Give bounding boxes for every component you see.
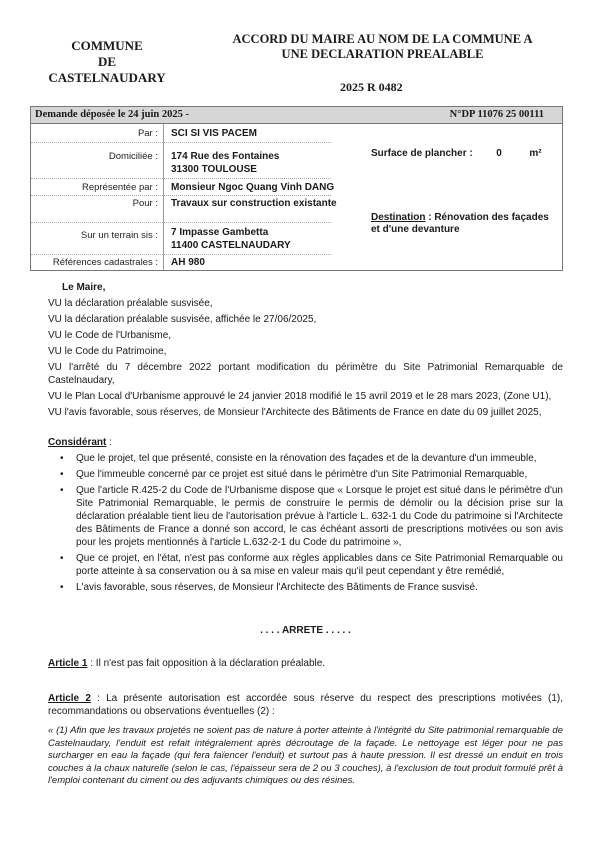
article-2-prescriptions: « (1) Afin que les travaux projetés ne soient pas de nature à porter atteinte à l'intégrité du Site patrimonial remarquable de Castelnaudary, l'enduit est refait intégralement après décroutage de la façade. Le nettoyage est léger pour ne pas surcharger en eau la façade (qui fera faïencer l'enduit) et surtout pas à haute pression. Il est dressé un enduit en trois couches à la chaux naturelle (selon le cas, l'épaisseur sera de 2 ou 3 couches), à l'exclusion de tout produit formulé prêt à l'emploi contenant du ciment ou des adjuvants chimiques ou des résines.	[48, 725, 563, 786]
visa-item: VU la déclaration préalable susvisée,	[48, 298, 213, 309]
bullet-icon: •	[60, 485, 64, 496]
considerant-colon: :	[106, 437, 112, 448]
terrain-label: Sur un terrain sis :	[80, 230, 158, 241]
address-line-2: 31300 TOULOUSE	[171, 164, 257, 175]
column-divider	[163, 124, 164, 270]
bullet-icon: •	[60, 553, 64, 564]
bullet-icon: •	[60, 582, 64, 593]
row-divider	[31, 222, 331, 223]
visa-item: VU le Code du Patrimoine,	[48, 346, 167, 357]
visa-item: VU le Plan Local d'Urbanisme approuvé le 24 janvier 2018 modifié le 15 avril 2019 et le 28 mars 2023, (Zone U1),	[48, 391, 552, 402]
request-date: Demande déposée le 24 juin 2025 -	[35, 109, 189, 120]
considerant-item: • Que ce projet, en l'état, n'est pas conforme aux règles applicables dans ce Site Patrimonial Remarquable ou porte atteinte à sa conservation ou à sa mise en valeur mais qu'il peut cependant y être remédié,	[60, 553, 563, 577]
commune-line: DE	[97, 54, 117, 69]
terrain-line-1: 7 Impasse Gambetta	[171, 227, 269, 238]
considerant-title: Considérant	[48, 437, 107, 448]
request-banner	[30, 106, 563, 124]
surface-value: 0	[496, 148, 502, 159]
title-line: UNE DECLARATION PREALABLE	[281, 47, 484, 61]
par-label: Par :	[137, 128, 158, 139]
destination-value: : Rénovation des façades et d'une devanture	[371, 212, 549, 235]
article-2-title: Article 2	[48, 693, 91, 704]
document-title	[205, 32, 560, 62]
address-line-1: 174 Rue des Fontaines	[171, 151, 280, 162]
representative-label: Représentée par :	[81, 182, 158, 193]
cadastre-label: Références cadastrales :	[52, 257, 158, 268]
surface-info	[371, 148, 542, 159]
considerant-item: • Que l'immeuble concerné par ce projet est situé dans le périmètre d'un Site Patrimonial Remarquable,	[60, 469, 528, 480]
surface-unit: m²	[529, 148, 542, 159]
works-description: Travaux sur construction existante	[171, 198, 337, 209]
surface-label: Surface de plancher :	[371, 148, 473, 159]
bullet-icon: •	[60, 453, 64, 464]
visa-item: VU l'arrêté du 7 décembre 2022 portant modification du périmètre du Site Patrimonial Remarquable de Castelnaudary,	[48, 362, 563, 386]
row-divider	[31, 142, 331, 143]
visa-item: VU le Code de l'Urbanisme,	[48, 330, 172, 341]
reference-number: 2025 R 0482	[340, 80, 403, 94]
representative-name: Monsieur Ngoc Quang Vinh DANG	[171, 182, 335, 193]
commune-line: CASTELNAUDARY	[48, 70, 166, 85]
bullet-icon: •	[60, 469, 64, 480]
commune-line: COMMUNE	[71, 38, 143, 53]
row-divider	[31, 195, 331, 196]
title-line: ACCORD DU MAIRE AU NOM DE LA COMMUNE A	[232, 32, 533, 46]
row-divider	[31, 178, 331, 179]
row-divider	[31, 254, 331, 255]
dossier-number: N°DP 11076 25 00111	[449, 109, 544, 120]
article-1	[48, 657, 563, 670]
destination-label: Destination	[371, 212, 426, 223]
article-1-text: : Il n'est pas fait opposition à la déclaration préalable.	[87, 658, 326, 669]
considerant-item: • L'avis favorable, sous réserves, de Monsieur l'Architecte des Bâtiments de France susvisé.	[60, 582, 478, 593]
pour-label: Pour :	[132, 198, 158, 209]
cadastre-value: AH 980	[171, 257, 205, 268]
visa-item: VU la déclaration préalable susvisée, affichée le 27/06/2025,	[48, 314, 317, 325]
considerant-item: • Que le projet, tel que présenté, consiste en la rénovation des façades et de la devanture d'un immeuble,	[60, 453, 537, 464]
destination-info	[371, 212, 551, 236]
considerant-heading	[48, 436, 563, 449]
terrain-line-2: 11400 CASTELNAUDARY	[171, 240, 291, 251]
considerant-item: • Que l'article R.425-2 du Code de l'Urbanisme dispose que « Lorsque le projet est situé dans le périmètre d'un Site Patrimonial Remarquable, le permis de construire le permis de démolir ou la décision prise sur la déclaration préalable tient lieu de l'autorisation prévue à l'article L. 632-1 du Code du patrimoine si l'Architecte des Bâtiments de France a donné son accord, le cas échéant assorti de prescriptions motivées ou son avis pour les projets mentionnés à l'article L.632-2-1 du Code du patrimoine »,	[60, 485, 563, 548]
article-2	[48, 692, 563, 718]
arrete-heading: . . . . ARRETE . . . . .	[260, 625, 351, 636]
article-1-title: Article 1	[48, 658, 88, 669]
visa-item: VU l'avis favorable, sous réserves, de Monsieur l'Architecte des Bâtiments de France en date du 09 juillet 2025,	[48, 407, 542, 418]
applicant-name: SCI SI VIS PACEM	[171, 128, 257, 139]
domicile-label: Domiciliée :	[108, 151, 158, 162]
visas-list	[48, 297, 563, 419]
commune-name	[42, 38, 172, 86]
applicant-info-box	[30, 123, 563, 271]
maire-heading: Le Maire,	[62, 282, 106, 293]
considerants-list	[48, 452, 563, 597]
article-2-text: : La présente autorisation est accordée sous réserve du respect des prescriptions motivées (1), recommandations ou observations éventuelles (2) :	[48, 693, 564, 717]
